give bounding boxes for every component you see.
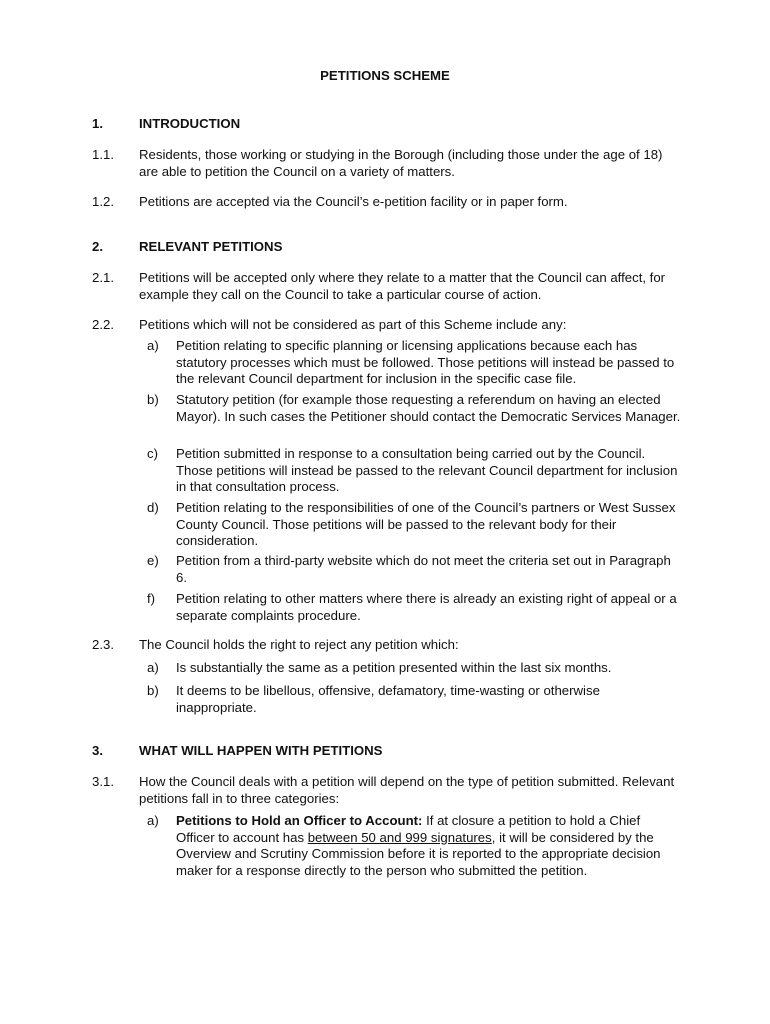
paragraph-1-1-number: 1.1. bbox=[92, 147, 114, 162]
paragraph-1-2-number: 1.2. bbox=[92, 194, 114, 209]
list-item-text bbox=[176, 813, 681, 879]
list-item-label: a) bbox=[147, 813, 159, 828]
list-item-label: f) bbox=[147, 591, 156, 606]
list-item-text: Petition relating to specific planning or licensing applications because each has statutory processes which must be followed. Those petitions will instead be passed to the relevant Council department for inclusion in the specific case file. bbox=[176, 338, 675, 386]
underlined-phrase: between 50 and 999 signatures bbox=[307, 829, 492, 845]
section-1-number: 1. bbox=[92, 116, 103, 131]
paragraph-2-3-number: 2.3. bbox=[92, 637, 114, 652]
paragraph-2-1-text: Petitions will be accepted only where they relate to a matter that the Council can affect, for example they call on the Council to take a particular course of action. bbox=[139, 270, 666, 302]
section-2-heading: RELEVANT PETITIONS bbox=[139, 239, 283, 254]
section-3-number: 3. bbox=[92, 743, 103, 758]
list-item-label: d) bbox=[147, 500, 159, 515]
list-item-label: a) bbox=[147, 660, 159, 675]
document-title: PETITIONS SCHEME bbox=[320, 68, 450, 83]
list-item-text-part-2: , it will be considered by the Overview and Scrutiny Commission before it is reported to the appropriate decision maker for a response directly to the person who submitted the petition. bbox=[176, 829, 661, 878]
list-item-text: It deems to be libellous, offensive, defamatory, time-wasting or otherwise inappropriate. bbox=[176, 683, 600, 715]
list-item-text: Petition relating to other matters where there is already an existing right of appeal or a separate complaints procedure. bbox=[176, 591, 677, 623]
section-2-number: 2. bbox=[92, 239, 103, 254]
list-item-text: Statutory petition (for example those requesting a referendum on having an elected Mayor). In such cases the Petitioner should contact the Democratic Services Manager. bbox=[176, 392, 681, 424]
paragraph-2-2-number: 2.2. bbox=[92, 317, 114, 332]
paragraph-2-2-text: Petitions which will not be considered as part of this Scheme include any: bbox=[139, 317, 567, 332]
list-item-text: Petition from a third-party website which do not meet the criteria set out in Paragraph 6. bbox=[176, 553, 671, 585]
list-item-label: c) bbox=[147, 446, 158, 461]
section-3-heading: WHAT WILL HAPPEN WITH PETITIONS bbox=[139, 743, 383, 758]
paragraph-1-2-text: Petitions are accepted via the Council’s e-petition facility or in paper form. bbox=[139, 194, 568, 209]
list-item-label: a) bbox=[147, 338, 159, 353]
paragraph-3-1-number: 3.1. bbox=[92, 774, 114, 789]
paragraph-2-3-text: The Council holds the right to reject any petition which: bbox=[139, 637, 459, 652]
list-item-text-part-1: If at closure a petition to hold a Chief Officer to account has bbox=[176, 813, 641, 845]
list-item-label: e) bbox=[147, 553, 159, 568]
paragraph-1-1-text: Residents, those working or studying in the Borough (including those under the age of 18) are able to petition the Council on a variety of matters. bbox=[139, 147, 663, 179]
section-1-heading: INTRODUCTION bbox=[139, 116, 241, 131]
list-item-text: Is substantially the same as a petition presented within the last six months. bbox=[176, 660, 612, 675]
paragraph-2-1-number: 2.1. bbox=[92, 270, 114, 285]
list-item-text: Petition submitted in response to a consultation being carried out by the Council. Those petitions will instead be passed to the relevant Council department for inclusion in that consultation process. bbox=[176, 446, 678, 494]
list-item-text: Petition relating to the responsibilities of one of the Council’s partners or West Sussex County Council. Those petitions will be passed to the relevant body for their consideration. bbox=[176, 500, 676, 548]
list-item-bold-lead: Petitions to Hold an Officer to Account: bbox=[176, 813, 423, 828]
list-item-label: b) bbox=[147, 392, 159, 407]
list-item-label: b) bbox=[147, 683, 159, 698]
paragraph-3-1-text: How the Council deals with a petition will depend on the type of petition submitted. Relevant petitions fall in to three categories: bbox=[139, 774, 675, 806]
